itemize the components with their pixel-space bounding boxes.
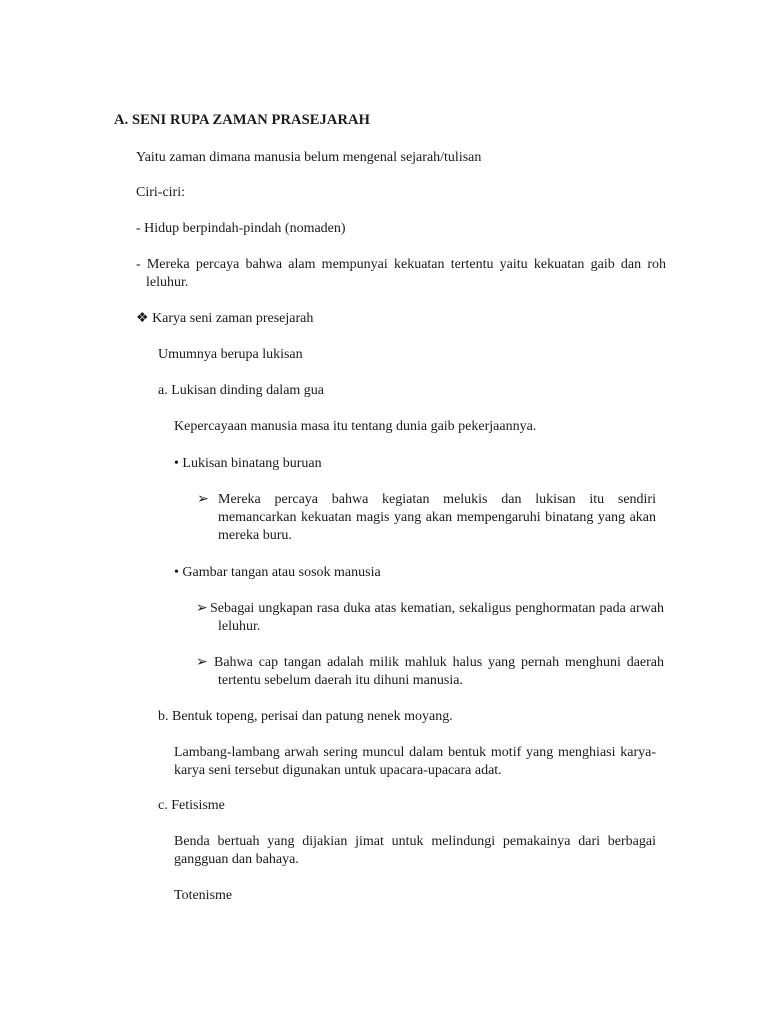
totenisme-heading: Totenisme: [174, 888, 233, 903]
definition-text: Yaitu zaman dimana manusia belum mengenal sejarah/tulisan: [136, 150, 482, 165]
sub2-heading: [174, 564, 381, 582]
subsection-c-desc: Benda bertuah yang dijakian jimat untuk melindungi pemakainya dari berbagai gangguan dan bahaya.: [174, 834, 656, 867]
bullet-dot-icon: •: [174, 565, 179, 580]
diamond-bullet-icon: ❖: [136, 311, 149, 326]
subsection-a-title: a. Lukisan dinding dalam gua: [158, 383, 325, 398]
arrow-bullet-icon: ➢: [197, 492, 209, 507]
ciri-item-kepercayaan: - Mereka percaya bahwa alam mempunyai kekuatan tertentu yaitu kekuatan gaib dan roh leluhur.: [136, 257, 666, 290]
karya-title: Karya seni zaman presejarah: [152, 311, 314, 326]
bullet-dot-icon: •: [174, 456, 179, 471]
section-heading: A. SENI RUPA ZAMAN PRASEJARAH: [114, 112, 370, 128]
sub1-point-1: Mereka percaya bahwa kegiatan melukis dan lukisan itu sendiri memancarkan kekuatan magis yang akan mempengaruhi binatang yang akan mereka buru.: [218, 492, 656, 543]
arrow-bullet-icon: ➢: [196, 601, 208, 616]
subsection-b-title: b. Bentuk topeng, perisai dan patung nenek moyang.: [158, 709, 453, 724]
subsection-b-desc: Lambang-lambang arwah sering muncul dalam bentuk motif yang menghiasi karya-karya seni tersebut digunakan untuk upacara-upacara adat.: [174, 745, 656, 778]
subsection-c-title: c. Fetisisme: [158, 798, 225, 813]
sub1-heading: [174, 455, 322, 473]
sub2-title: Gambar tangan atau sosok manusia: [182, 565, 381, 580]
subsection-a-desc: Kepercayaan manusia masa itu tentang dunia gaib pekerjaannya.: [174, 419, 537, 434]
ciri-item-nomaden: - Hidup berpindah-pindah (nomaden): [136, 221, 346, 236]
sub1-title: Lukisan binatang buruan: [182, 456, 322, 471]
sub2-point-2: Bahwa cap tangan adalah milik mahluk halus yang pernah menghuni daerah tertentu sebelum daerah itu dihuni manusia.: [214, 655, 664, 688]
karya-heading: [136, 310, 313, 328]
karya-intro: Umumnya berupa lukisan: [158, 347, 303, 362]
arrow-bullet-icon: ➢: [196, 655, 208, 670]
sub2-point-1: Sebagai ungkapan rasa duka atas kematian, sekaligus penghormatan pada arwah leluhur.: [210, 601, 664, 634]
ciri-label: Ciri-ciri:: [136, 185, 185, 200]
